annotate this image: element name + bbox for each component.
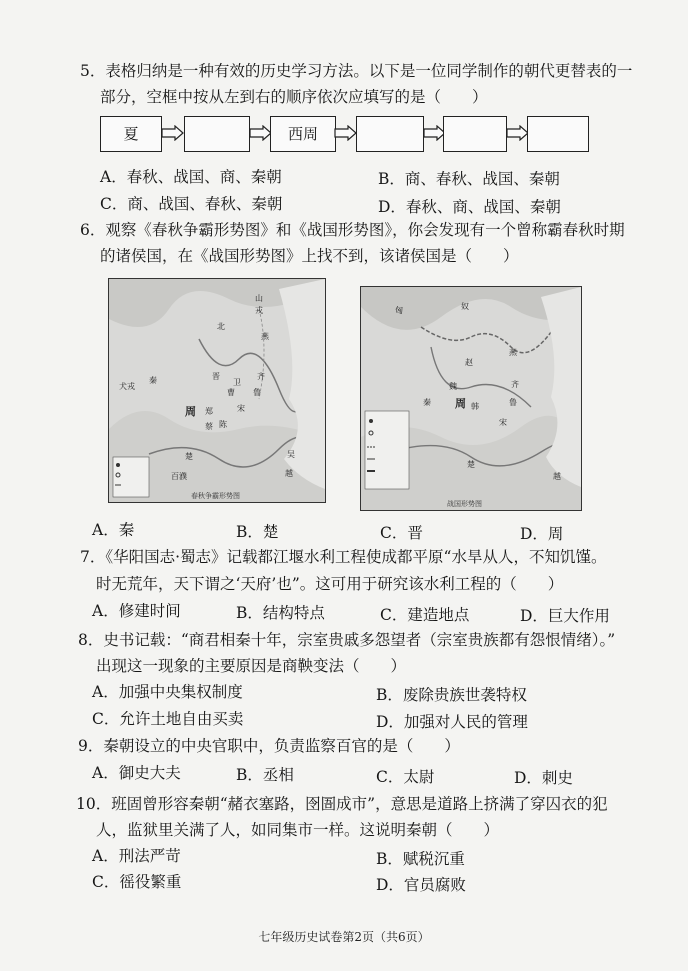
q6-option-d[interactable]: D．周 xyxy=(520,525,564,543)
map-terrain-icon xyxy=(361,287,581,510)
map-label: 越 xyxy=(553,472,561,481)
map-label: 秦 xyxy=(423,398,431,407)
map-label: 鲁 xyxy=(509,398,517,407)
q9-option-c[interactable]: C．太尉 xyxy=(376,768,435,786)
map-label: 楚 xyxy=(185,452,193,461)
q5-option-b[interactable]: B．商、春秋、战国、秦朝 xyxy=(378,170,560,188)
q5-option-a[interactable]: A．春秋、战国、商、秦朝 xyxy=(100,168,282,186)
map-label: 周 xyxy=(185,405,196,418)
q9-stem-line1: 9．秦朝设立的中央官职中，负责监察百官的是（ ） xyxy=(78,737,460,755)
map-label: 奴 xyxy=(461,302,469,311)
arrow-icon xyxy=(161,125,185,141)
map-label: 越 xyxy=(285,469,293,478)
map-label: 鲁 xyxy=(253,388,261,397)
q10-option-a[interactable]: A．刑法严苛 xyxy=(92,847,181,865)
dynasty-box-3: 西周 xyxy=(270,116,336,152)
map-label: 犬戎 xyxy=(119,382,135,391)
q6-option-c[interactable]: C．晋 xyxy=(380,524,423,542)
map-label: 曹 xyxy=(227,388,235,397)
q8-option-d[interactable]: D．加强对人民的管理 xyxy=(376,713,528,731)
q7-stem-line1: 7．《华阳国志·蜀志》记载都江堰水利工程使成都平原“水旱从人，不知饥馑。 xyxy=(80,548,607,566)
q7-option-a[interactable]: A．修建时间 xyxy=(92,602,181,620)
q5-stem-line1: 5．表格归纳是一种有效的历史学习方法。以下是一位同学制作的朝代更替表的一 xyxy=(80,62,633,80)
map-label: 宋 xyxy=(237,404,245,413)
warring-states-map xyxy=(360,286,582,511)
map-label: 蔡 xyxy=(205,422,213,431)
q10-option-c[interactable]: C．徭役繁重 xyxy=(92,873,182,891)
map-label: 燕 xyxy=(261,332,269,341)
spring-autumn-map xyxy=(108,278,326,503)
q8-stem-line1: 8．史书记载：“商君相秦十年，宗室贵戚多怨望者（宗室贵族都有怨恨情绪）。” xyxy=(78,631,616,649)
map-label: 陈 xyxy=(219,420,227,429)
q7-stem-line2: 时无荒年，天下谓之‘天府’也”。这可用于研究该水利工程的（ ） xyxy=(96,575,564,593)
q6-option-b[interactable]: B．楚 xyxy=(236,523,279,541)
map-label: 山 xyxy=(255,294,263,303)
map-label: 韩 xyxy=(471,402,479,411)
dynasty-box-6 xyxy=(527,116,589,152)
q6-stem-line2: 的诸侯国，在《战国形势图》上找不到，该诸侯国是（ ） xyxy=(100,247,519,265)
map-label: 戎 xyxy=(255,306,263,315)
map-caption: 战国形势图 xyxy=(447,500,482,508)
q7-option-c[interactable]: C．建造地点 xyxy=(380,606,470,624)
dynasty-box-4 xyxy=(356,116,424,152)
map-label: 齐 xyxy=(257,372,265,381)
q9-option-a[interactable]: A．御史大夫 xyxy=(92,764,181,782)
dynasty-box-2 xyxy=(184,116,250,152)
map-label: 吴 xyxy=(287,450,295,459)
map-label: 赵 xyxy=(465,358,473,367)
q9-option-b[interactable]: B．丞相 xyxy=(236,766,294,784)
q9-option-d[interactable]: D．刺史 xyxy=(514,769,573,787)
map-label: 秦 xyxy=(149,376,157,385)
page-footer: 七年级历史试卷第2页（共6页） xyxy=(258,930,430,944)
q8-option-a[interactable]: A．加强中央集权制度 xyxy=(92,683,243,701)
q8-option-b[interactable]: B．废除贵族世袭特权 xyxy=(376,686,527,704)
q10-stem-line2: 人，监狱里关满了人，如同集市一样。这说明秦朝（ ） xyxy=(96,821,500,839)
map-label: 宋 xyxy=(499,418,507,427)
arrow-icon xyxy=(334,125,358,141)
map-label: 郑 xyxy=(205,407,213,416)
map-label: 晋 xyxy=(212,372,220,381)
map-label: 卫 xyxy=(233,378,241,387)
map-label: 齐 xyxy=(511,380,519,389)
map-label: 魏 xyxy=(449,382,457,391)
q7-option-d[interactable]: D．巨大作用 xyxy=(520,607,610,625)
q5-stem-line2: 部分，空框中按从左到右的顺序依次应填写的是（ ） xyxy=(100,88,488,106)
q6-option-a[interactable]: A．秦 xyxy=(92,521,135,539)
map-label: 北 xyxy=(217,322,225,331)
q10-option-b[interactable]: B．赋税沉重 xyxy=(376,850,465,868)
q10-stem-line1: 10．班固曾形容秦朝“赭衣塞路，囹圄成市”，意思是道路上挤满了穿囚衣的犯 xyxy=(76,795,608,813)
q5-option-c[interactable]: C．商、战国、春秋、秦朝 xyxy=(100,195,283,213)
q6-stem-line1: 6．观察《春秋争霸形势图》和《战国形势图》，你会发现有一个曾称霸春秋时期 xyxy=(80,221,625,239)
map-caption: 春秋争霸形势图 xyxy=(191,492,240,500)
map-label: 匈 xyxy=(395,306,403,315)
map-label: 百濮 xyxy=(171,472,187,481)
q5-option-d[interactable]: D．春秋、商、战国、秦朝 xyxy=(378,198,561,216)
dynasty-box-1: 夏 xyxy=(100,116,162,152)
map-label: 燕 xyxy=(509,348,517,357)
dynasty-box-5 xyxy=(443,116,507,152)
q8-stem-line2: 出现这一现象的主要原因是商鞅变法（ ） xyxy=(96,657,407,675)
map-label: 楚 xyxy=(467,460,475,469)
map-label: 周 xyxy=(455,397,466,410)
q8-option-c[interactable]: C．允许土地自由买卖 xyxy=(92,710,244,728)
q10-option-d[interactable]: D．官员腐败 xyxy=(376,876,466,894)
q7-option-b[interactable]: B．结构特点 xyxy=(236,604,325,622)
